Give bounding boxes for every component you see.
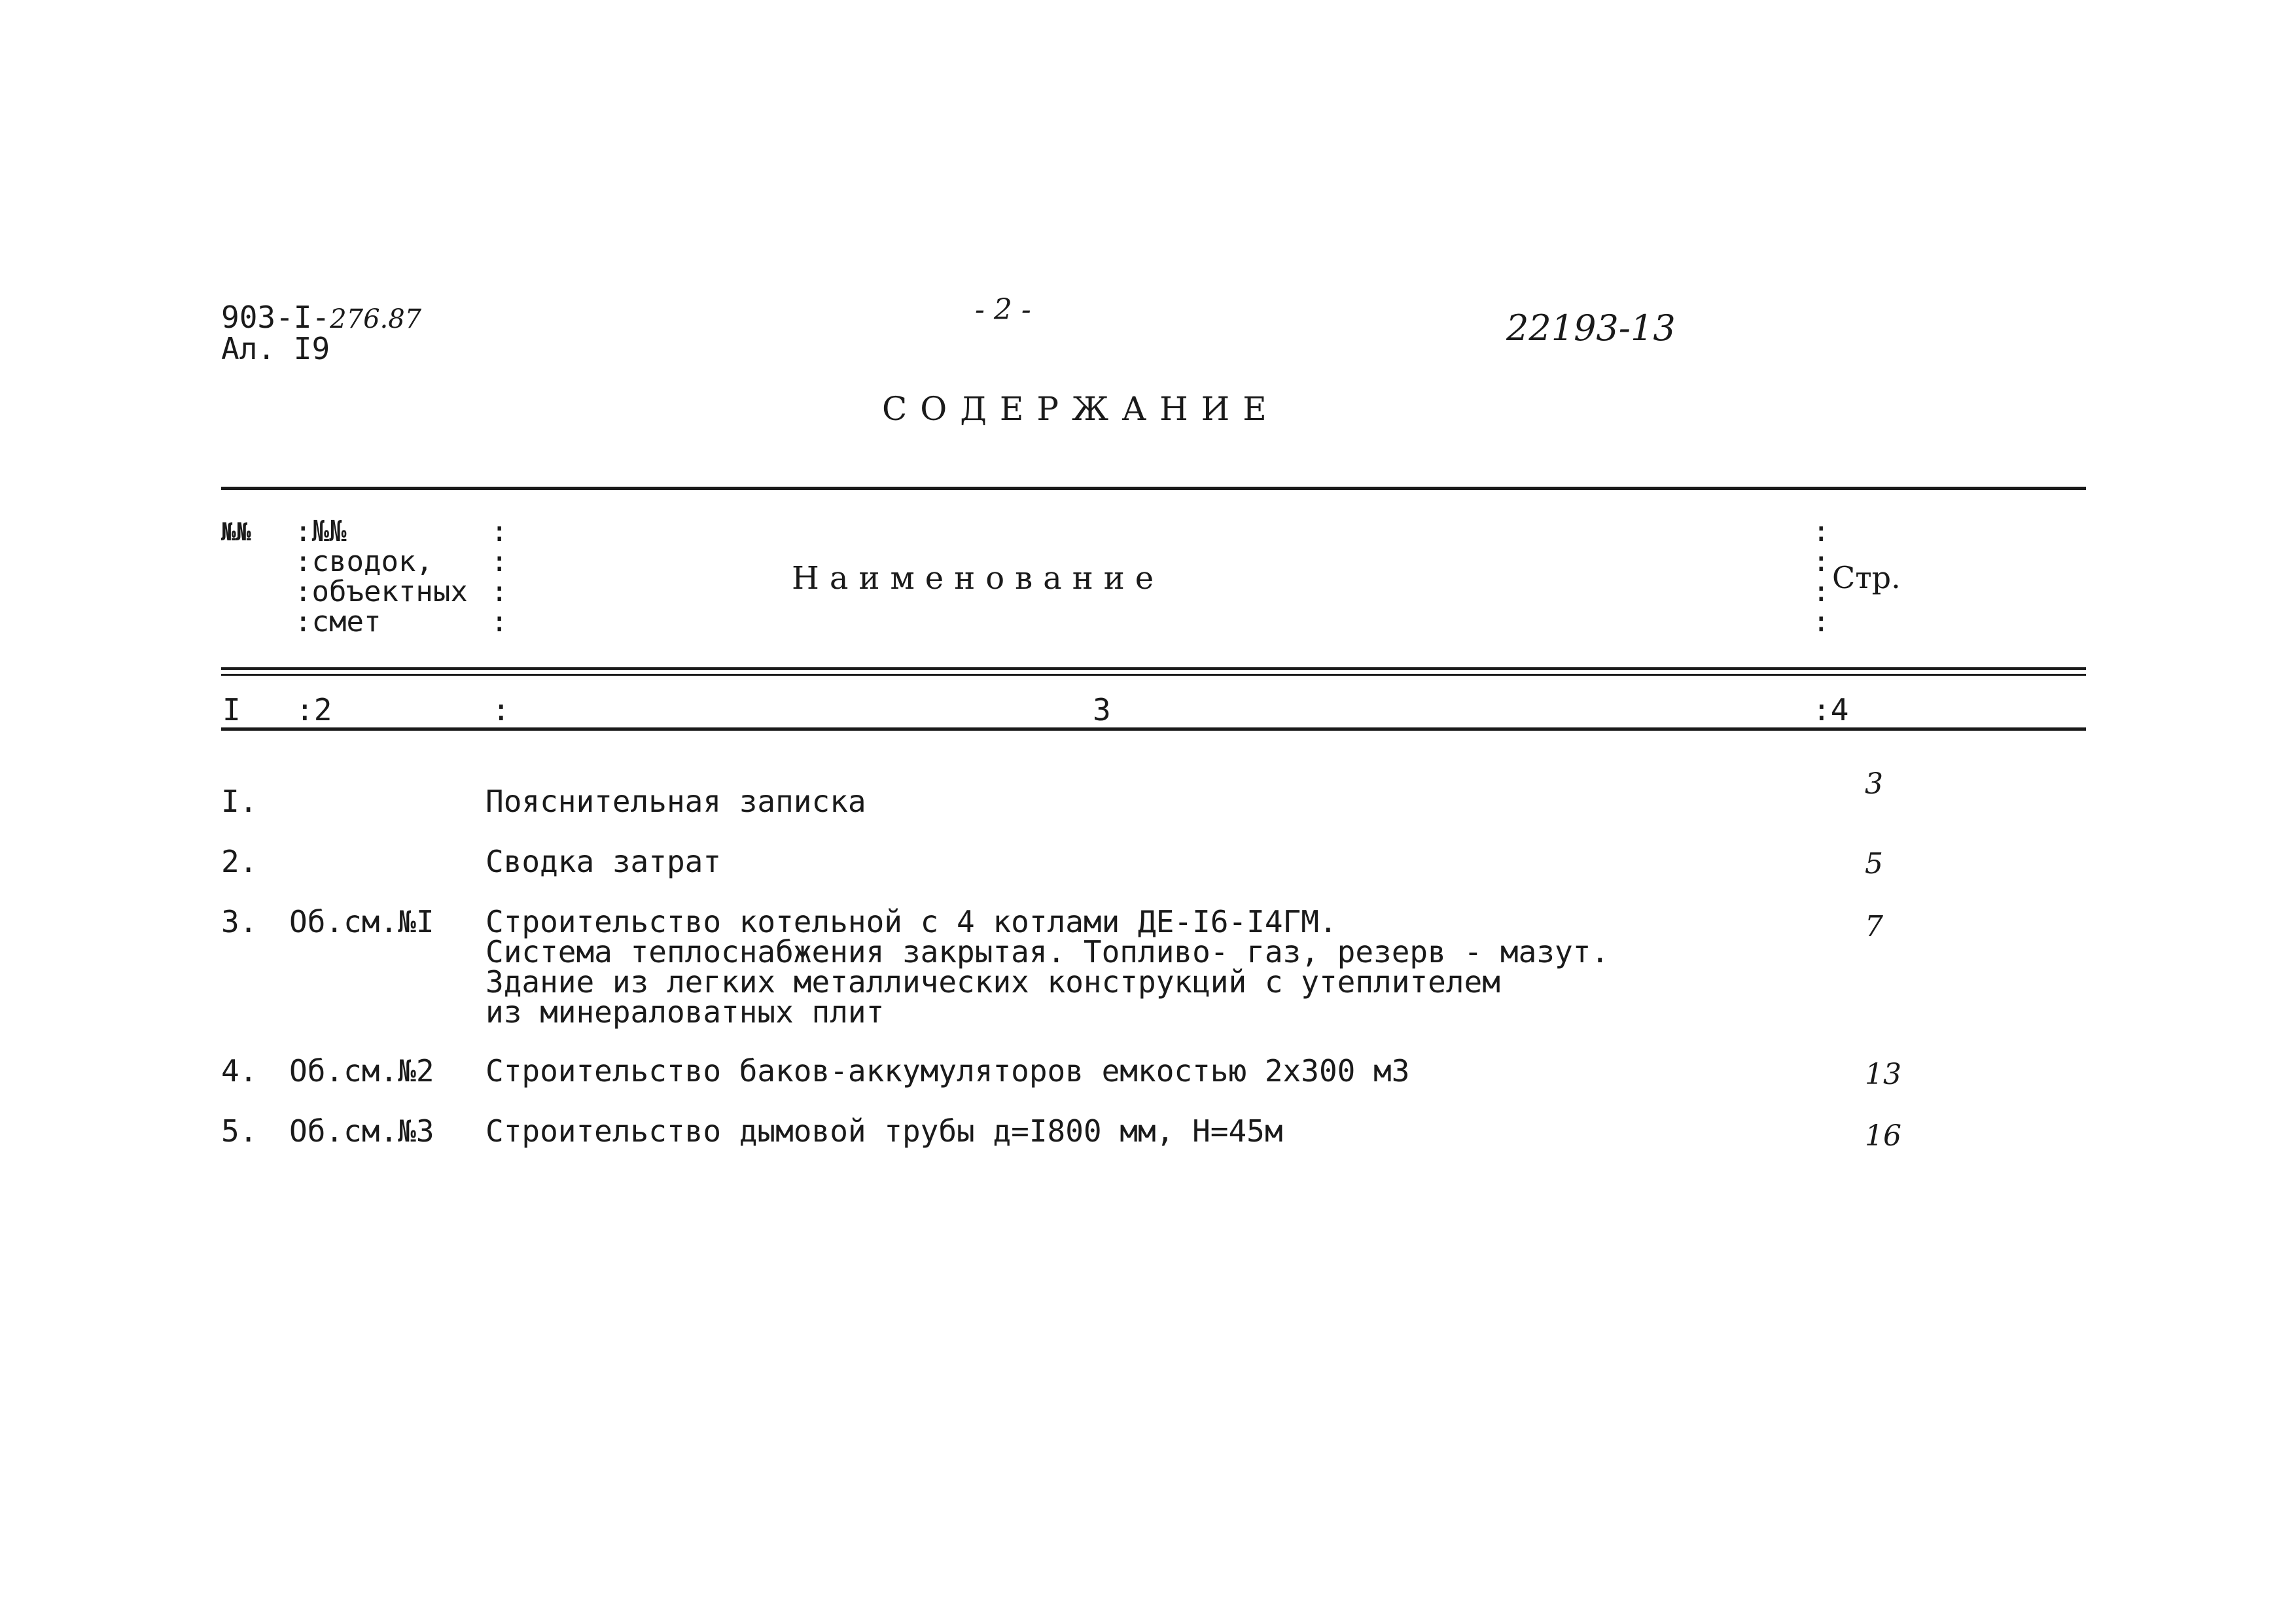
row-reference: Об.см.№2 [289,1053,434,1089]
table-top-rule [221,487,2086,490]
row-page: 7 [1865,910,1883,943]
column-header-estimates-line: :объектных [294,575,468,608]
row-number: 5. [221,1113,258,1149]
row-name: Строительство баков-аккумуляторов емкостью 2х300 м3 [486,1053,1410,1089]
column-header-estimates-line: :смет [294,605,381,638]
column-separator: : : : : [1812,515,1830,638]
sheet-label: Ал. I9 [221,331,330,366]
column-number: :2 [296,692,332,727]
numbers-bottom-rule [221,727,2086,731]
column-header-name: Наименование [792,560,1165,597]
document-number: 22193-13 [1506,307,1676,349]
document-code [221,302,421,334]
column-number: I [222,692,241,727]
row-name: Строительство дымовой трубы д=I800 мм, Н=45м [486,1113,1283,1149]
header-bottom-rule [221,667,2086,670]
row-reference: Об.см.№I [289,904,434,939]
column-header-estimates-line: :сводок, [294,545,433,578]
column-number: :4 [1812,692,1849,727]
page-title: СОДЕРЖАНИЕ [882,390,1280,428]
column-header-page: Стр. [1832,560,1901,595]
column-header-number: №№ [221,517,251,546]
row-number: 2. [221,844,258,879]
row-reference: Об.см.№3 [289,1113,434,1149]
row-name: Пояснительная записка [486,784,866,819]
header-bottom-rule-2 [221,674,2086,676]
column-header-estimates [294,517,468,637]
row-number: 3. [221,904,258,939]
page-marker: - 2 - [975,293,1031,326]
row-number: 4. [221,1053,258,1089]
row-page: 13 [1865,1058,1901,1091]
column-separator: : : : : [491,515,508,638]
document-code-printed: 903-I- [221,300,330,335]
row-page: 16 [1865,1119,1901,1153]
column-header-estimates-line: :№№ [294,515,347,548]
document-code-handwritten: 276.87 [330,304,422,334]
column-number: 3 [1093,692,1111,727]
row-name: Сводка затрат [486,844,722,879]
row-number: I. [221,784,258,819]
row-name: Строительство котельной с 4 котлами ДЕ-I6-I4ГМ. Система теплоснабжения закрытая. Топливо- газ, резерв - мазут. Здание из легких металлических конструкций с утеплителем из минераловатных плит [486,904,1610,1030]
row-page: 3 [1865,767,1883,801]
column-number: : [492,692,510,727]
row-page: 5 [1865,847,1883,881]
